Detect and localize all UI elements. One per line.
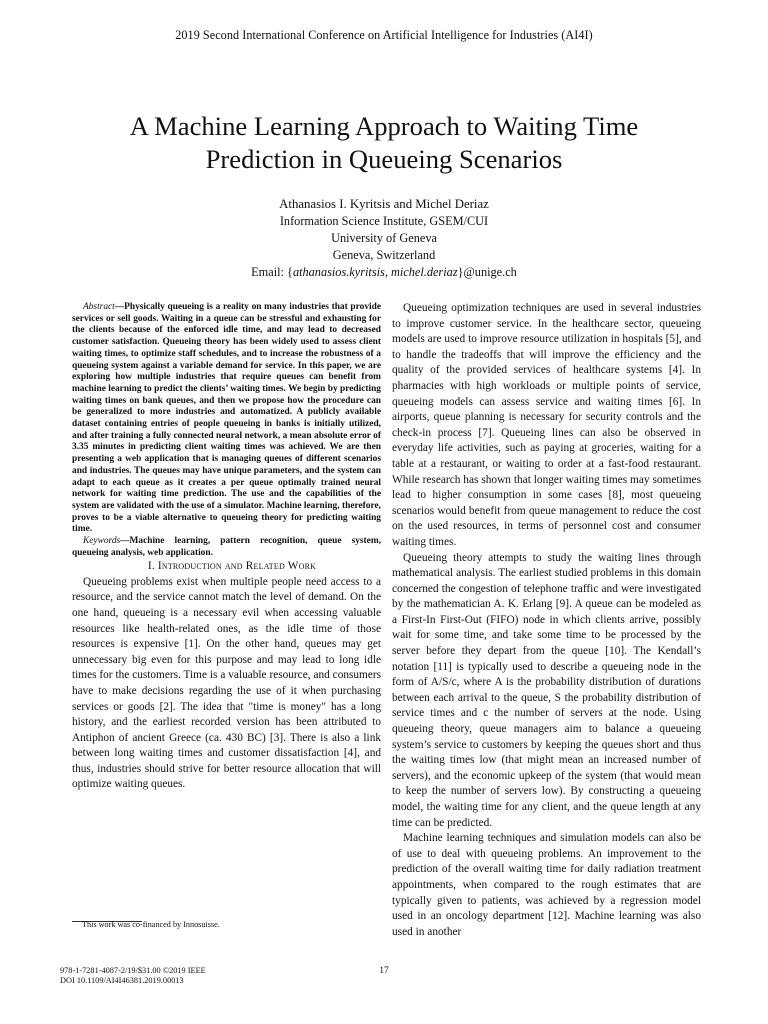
author-university: University of Geneva bbox=[331, 231, 437, 245]
section-heading-introduction bbox=[72, 559, 381, 574]
author-names: Athanasios I. Kyritsis and Michel Deriaz bbox=[279, 197, 489, 211]
keywords bbox=[72, 536, 381, 559]
conference-header: 2019 Second International Conference on Artificial Intelligence for Industries (AI4I) bbox=[175, 28, 593, 42]
author-location: Geneva, Switzerland bbox=[332, 248, 436, 262]
intro-paragraph: Queueing problems exist when multiple people need access to a resource, and the service cannot match the level of demand. On the one hand, queueing is a necessary evil when accessing valuable resources like health-related ones, as the idle time of those resources is expensive [1]. On the other hand, queues may get unnecessary big even for this purpose and may lead to long idle times for the customers. Time is a valuable resource, and consumers have to make decisions regarding the use of it when purchasing services or goods [2]. The idea that "time is money" has a long history, and the earliest recorded version has been attributed to Antiphon of ancient Greece (ca. 430 BC) [3]. There is also a link between long waiting times and customer dissatisfaction [4], and thus, industries should strive for better resource allocation that will optimize waiting queues. bbox=[72, 575, 381, 791]
section-number: I. bbox=[147, 560, 158, 573]
keywords-text: —Machine learning, pattern recognition, queue system, queueing analysis, web application. bbox=[72, 536, 381, 558]
doi-line: DOI 10.1109/AI4I46381.2019.00013 bbox=[60, 976, 184, 985]
abstract-text: —Physically queueing is a reality on many industries that provide services or sell goods. Waiting in a queue can be stressful and exhausting for the clients because of the enforced idle time, and may lead to decreased customer satisfaction. Queueing theory has been widely used to assess client waiting times, to optimize staff schedules, and to increase the robustness of a queueing system against a variable demand for service. In this paper, we are exploring how multiple industries that require queues can benefit from machine learning to predict the clients’ waiting times. We begin by predicting waiting times on bank queues, and then we propose how the procedure can be generalized to more industries and automatized. A publicly available dataset containing entries of people queueing in banks is initially utilized, and after training a fully connected neural network, a mean absolute error of 3.35 minutes in predicting client waiting times was achieved. We are then presenting a web application that is managing queues of different scenarios and industries. The queues may have unique parameters, and the system can adapt to each queue as it creates a per queue optimally trained neural network for waiting time prediction. The use and the capabilities of the system are validated with the use of a simulator. Machine learning, therefore, proves to be a viable alternative to queueing theory for predicting waiting time. bbox=[72, 302, 381, 535]
right-paragraph-2: Queueing theory attempts to study the waiting lines through mathematical analysis. The earliest studied problems in this domain concerned the congestion of telephone traffic and were investigated by the mathematician A. K. Erlang [9]. A queue can be modeled as a First-In First-Out (FIFO) node in which clients arrive, possibly wait for some time, and take some time to be processed by the server before they depart from the queue [10]. The Kendall’s notation [11] is typically used to describe a queueing node in the form of A/S/c, where A is the probability distribution of durations between each arrival to the queue, S the probability distribution of service times and c the number of servers at the node. Using queueing theory, queue managers aim to balance a queueing system’s service to customers by keeping the queues short and thus the waiting times low (that might mean an increased number of servers), and the economic upkeep of the system (that would mean to keep the number of servers low). By constructing a queueing model, the waiting time for any client, and the queue length at any time can be predicted. bbox=[392, 551, 701, 829]
isbn-line: 978-1-7281-4087-2/19/$31.00 ©2019 IEEE bbox=[60, 966, 206, 975]
abstract bbox=[72, 302, 381, 536]
abstract-label: Abstract bbox=[83, 302, 115, 312]
author-block bbox=[0, 196, 768, 281]
left-column bbox=[72, 302, 381, 793]
author-email bbox=[0, 264, 768, 281]
footnote: This work was co-financed by Innosuisse. bbox=[82, 920, 220, 929]
title-line-1: A Machine Learning Approach to Waiting Time bbox=[129, 111, 639, 141]
email-prefix: Email: { bbox=[251, 265, 293, 279]
section-title: Introduction and Related Work bbox=[157, 560, 317, 573]
keywords-label: Keywords bbox=[83, 536, 121, 547]
right-paragraph-1: Queueing optimization techniques are used in several industries to improve customer service. In the healthcare sector, queueing models are used to improve resource utilization in hospitals [5], and to handle the tradeoffs that will improve the efficiency and the quality of the provided services of healthcare systems [4]. In pharmacies with high workloads or multiple points of service, queueing models can assess service and waiting times [6]. In airports, queue planning is necessary for security controls and the check-in process [7]. Queueing lines can also be observed in everyday life activities, such as paying at groceries, waiting for a table at a restaurant, or waiting to order at a fast-food restaurant. While research has shown that longer waiting times may sometimes lead to higher consumption in some cases [8], most queueing scenarios would benefit from queue management to reduce the cost on the used resources, in terms of personnel cost and consumer waiting times. bbox=[392, 302, 701, 548]
title-line-2: Prediction in Queueing Scenarios bbox=[205, 144, 563, 174]
right-column bbox=[392, 301, 701, 940]
author-institute: Information Science Institute, GSEM/CUI bbox=[279, 214, 489, 228]
page-number: 17 bbox=[379, 966, 389, 976]
email-suffix: }@unige.ch bbox=[457, 265, 517, 279]
right-paragraph-3: Machine learning techniques and simulation models can also be of use to deal with queueing problems. An improvement to the prediction of the overall waiting time for daily radiation treatment appointments, when compared to the rough estimates that are typically given to patients, was achieved by a regression model used in an oncology department [12]. Machine learning was also used in another bbox=[392, 832, 701, 938]
email-users: athanasios.kyritsis, michel.deriaz bbox=[292, 265, 458, 279]
paper-title bbox=[60, 110, 708, 176]
copyright-footer bbox=[60, 966, 320, 986]
